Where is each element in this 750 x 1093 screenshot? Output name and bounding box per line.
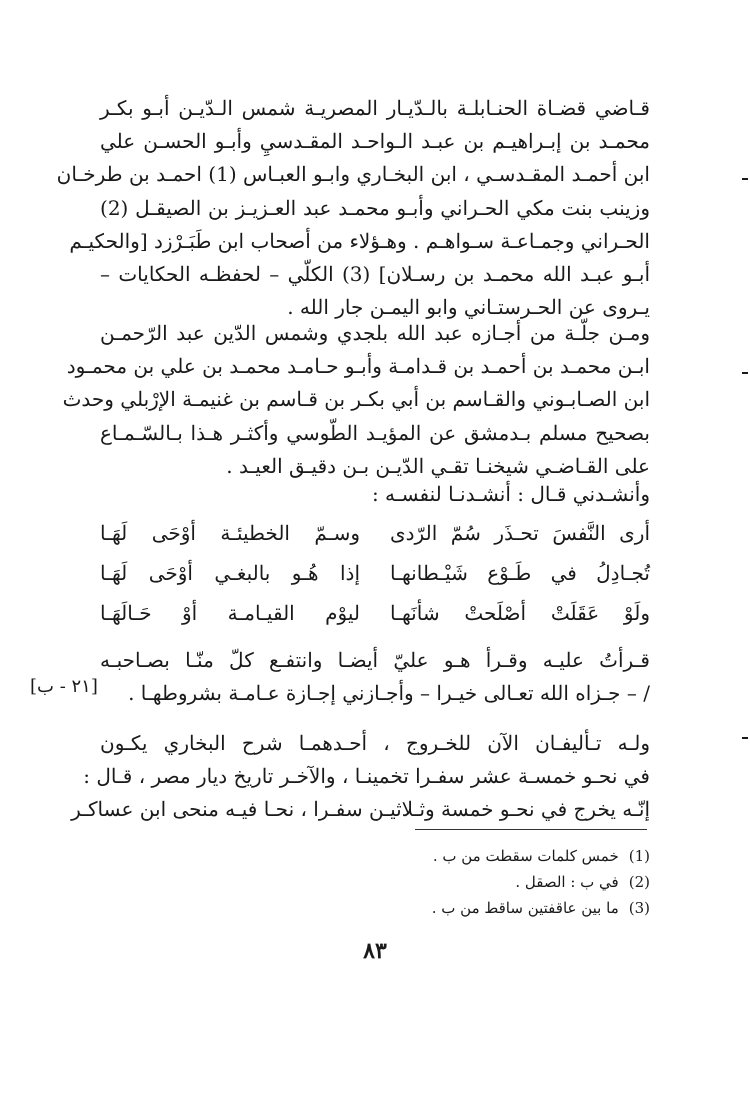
text-line: في نحـو خمسـة عشر سفـرا تخمينـا ، والآخـر تاريخ ديار مصر ، قـال : bbox=[83, 764, 650, 789]
text-line: إنّـه يخرج في نحـو خمسة وثـلاثيـن سفـرا ، نحـا فيـه منحى ابن عساكـر bbox=[71, 797, 650, 822]
paragraph-1 bbox=[56, 92, 651, 324]
poem-second-hemistich: إذا هُـو بالبغـي أوْحَى لَهَـا bbox=[100, 561, 360, 585]
footnote-text: في ب : الصقل . bbox=[515, 873, 619, 891]
footnote bbox=[432, 869, 650, 895]
paragraph-2 bbox=[62, 317, 650, 483]
text-line-last: يـروى عن الحـرستـاني وابو اليمـن جار الله . bbox=[287, 295, 650, 320]
poem-verse bbox=[100, 601, 650, 633]
poem-verse bbox=[100, 561, 650, 593]
footnote-number: (2) bbox=[628, 873, 650, 891]
text-line: ابـن محمـد بن أحمـد بن قـدامـة وأبـو حـامـد محمـد بن علي بن محمـود bbox=[66, 354, 650, 379]
text-line: قـرأتُ عليـه وقـرأ هـو عليّ أيضـا وانتفـع كلّ منّـا بصـاحبـه bbox=[100, 648, 650, 672]
poem-verse bbox=[100, 521, 650, 553]
page-number: ٨٣ bbox=[363, 938, 387, 964]
text-line: ابن أحمـد المقـدسـي ، ابن البخـاري وابـو العبـاس (1) احمـد بن طرخـان bbox=[56, 162, 650, 187]
paragraph-4 bbox=[100, 644, 650, 710]
poem-first-hemistich: تُجـادِلُ في طَـوْع شَيْـطانهـا bbox=[390, 561, 650, 585]
text-line: الحـراني وجمـاعـة سـواهـم . وهـؤلاء من أصحاب ابن طَبَـرْزد [والحكيـم bbox=[69, 228, 650, 253]
text-line: أبـو عبـد الله محمـد بن رسـلان] (3) الكلّي – لحفظـه الحكايات – bbox=[100, 262, 651, 287]
text-line-last: على القـاضـي شيخنـا تقـي الدّيـن بـن دقيـق العيـد . bbox=[226, 453, 650, 478]
text-line: ولـه تـأليفـان الآن للخـروج ، أحـدهمـا شرح البخاري يكـون bbox=[100, 731, 650, 755]
text-line: وزينب بنت مكي الحـراني وأبـو محمـد عبد العـزيـز بن الصيقـل (2) bbox=[100, 195, 650, 220]
text-line: قـاضي قضـاة الحنـابلـة بالـدّيـار المصريـة شمس الـدّيـن أبـو بكـر bbox=[100, 96, 650, 120]
text-line: ومـن جلّـة من أجـازه عبد الله بلجدي وشمس الدّين عبد الرّحمـن bbox=[100, 321, 650, 345]
poem-second-hemistich: وسـمّ الخطيئـة أوْحَى لَهَـا bbox=[100, 521, 360, 545]
text-line: محمـد بن إبـراهيـم بن عبـد الـواحـد المقـدسيِ وأبـو الحسـن علي bbox=[100, 129, 650, 154]
footnote bbox=[432, 843, 650, 869]
edge-mark bbox=[742, 737, 748, 739]
text-line-last: / – جـزاه الله تعـالى خيـرا – وأجـازني إجـازة عـامـة بشروطهـا . bbox=[128, 681, 650, 706]
text-line: ابن الصـابـوني والقـاسم بن أبي بكـر بن قـاسم بن غنيمـة الإرْبلي وحدث bbox=[62, 387, 650, 412]
poem-intro-line: وأنشـدني قـال : أنشـدنـا لنفسـه : bbox=[371, 482, 650, 506]
edge-mark bbox=[742, 372, 748, 374]
footnote-divider bbox=[415, 829, 647, 830]
footnotes bbox=[432, 843, 650, 921]
footnote-number: (1) bbox=[628, 847, 650, 865]
footnote-text: ما بين عاقفتين ساقط من ب . bbox=[431, 899, 619, 917]
text-line: بصحيح مسلم بـدمشق عن المؤيـد الطّوسي وأكثـر هـذا بـالسّـمـاع bbox=[100, 420, 650, 445]
poem-first-hemistich: ولَوْ عَقَلَتْ أصْلَحتْ شأنَهـا bbox=[390, 601, 650, 625]
footnote-text: خمس كلمات سقطت من ب . bbox=[432, 847, 619, 865]
manuscript-folio-marker: [٢١ - ب] bbox=[30, 676, 98, 697]
footnote-number: (3) bbox=[628, 899, 650, 917]
footnote bbox=[432, 895, 650, 921]
poem-first-hemistich: أرى النَّفسَ تحـذَر سُمّ الرّدى bbox=[390, 521, 650, 545]
poem-second-hemistich: ليوْم القيـامـة أوْ حَـالَهَـا bbox=[100, 601, 360, 625]
paragraph-5 bbox=[71, 727, 650, 827]
edge-mark bbox=[742, 178, 748, 180]
poem-intro bbox=[100, 478, 650, 511]
